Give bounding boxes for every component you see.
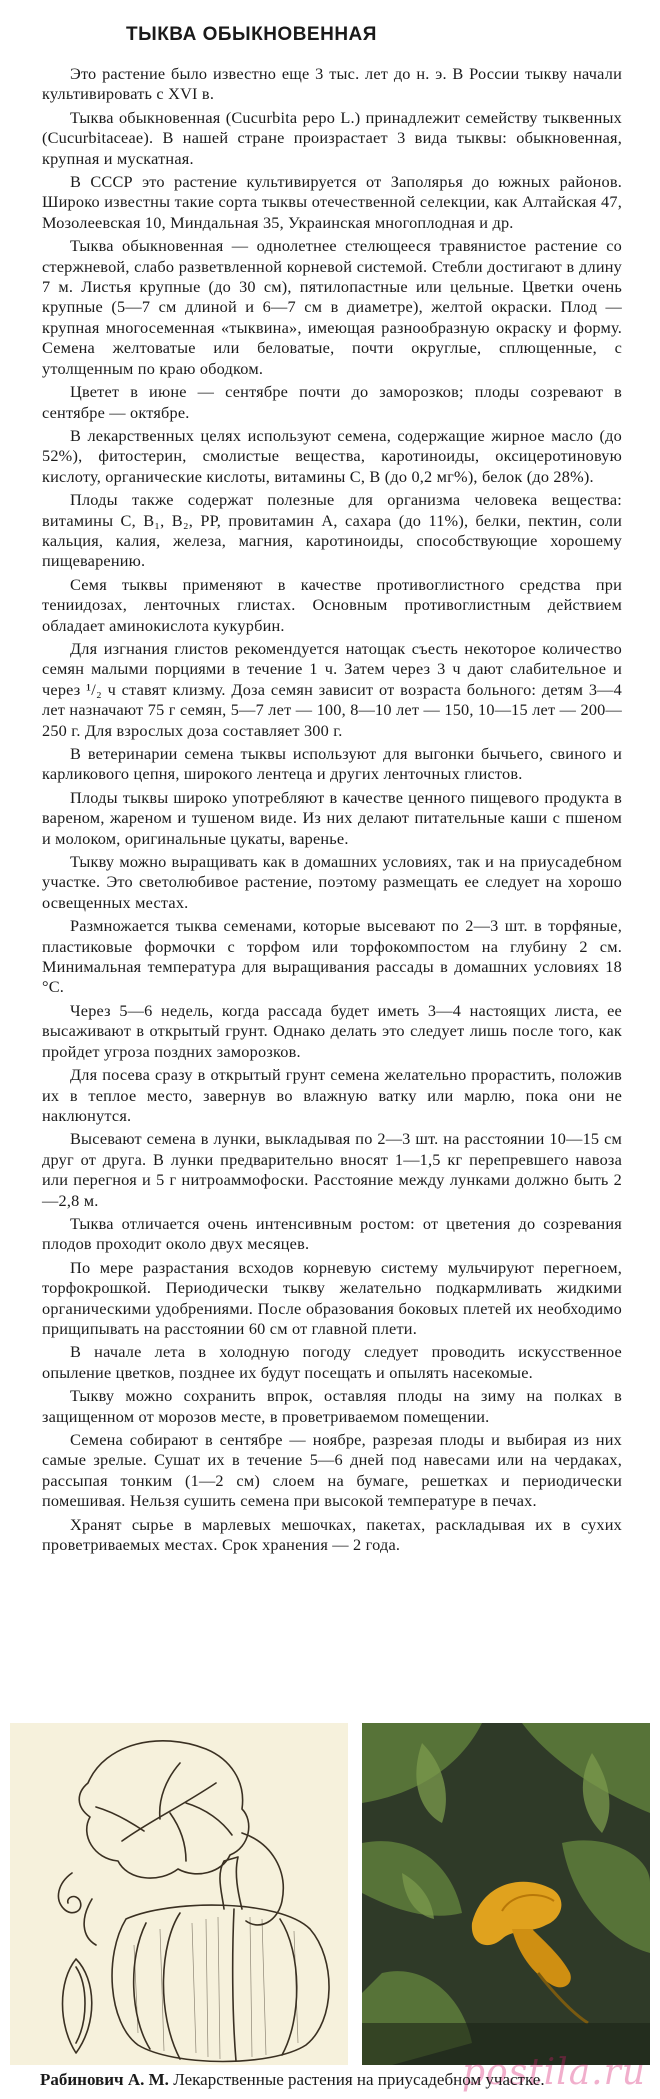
paragraph: По мере разрастания всходов корневую систему мульчируют перегноем, торфокрошкой. Периодически тыкву желательно подкармливать жидкими органическими удобрениями. После образования боковых плетей их необходимо прищипывать на расстоянии 60 см от главной плети. [42, 1257, 622, 1338]
paragraph: В начале лета в холодную погоду следует проводить искусственное опыление цветков, позднее их будут посещать и опылять насекомые. [42, 1342, 622, 1382]
paragraph: В лекарственных целях используют семена, содержащие жирное масло (до 52%), фитостерин, смолистые вещества, каротиноиды, оксицеротиновую кислоту, органические кислоты, витамины С, В (до 0,2 мг%), белок (до 28%). [42, 425, 622, 486]
paragraph: В ветеринарии семена тыквы используют для выгонки бычьего, свиного и карликового цепня, широкого лентеца и других ленточных глистов. [42, 744, 622, 784]
paragraph: Для посева сразу в открытый грунт семена желательно прорастить, положив их в теплое место, завернув во влажную ватку или марлю, пока они не наклюнутся. [42, 1065, 622, 1125]
paragraph: Тыква обыкновенная (Cucurbita pepo L.) принадлежит семейству тыквенных (Cucurbitaceae). В нашей стране произрастает 3 вида тыквы: обыкновенная, крупная и мускатная. [42, 107, 622, 168]
pumpkin-flower-photo [362, 1723, 650, 2065]
paragraph: Хранят сырье в марлевых мешочках, пакетах, раскладывая их в сухих проветриваемых местах. Срок хранения — 2 года. [42, 1514, 622, 1555]
paragraph: Цветет в июне — сентябре почти до заморозков; плоды созревают в сентябре — октябре. [42, 382, 622, 422]
paragraph: Через 5—6 недель, когда рассада будет иметь 3—4 настоящих листа, ее высаживают в открытый грунт. Однако делать это следует лишь после того, как пройдет угроза поздних заморозков. [42, 1000, 622, 1061]
caption-author: Рабинович А. М. [40, 2070, 169, 2089]
paragraph: Это растение было известно еще 3 тыс. лет до н. э. В России тыкву начали культивировать с XVI в. [42, 64, 622, 104]
paragraph: Плоды тыквы широко употребляют в качестве ценного пищевого продукта в вареном, жареном и тушеном виде. Из них делают питательные каши с пшеном и молоком, оригинальные цукаты, варенье. [42, 787, 622, 848]
paragraph: Тыква отличается очень интенсивным ростом: от цветения до созревания плодов проходит около двух месяцев. [42, 1213, 622, 1254]
paragraph: Тыква обыкновенная — однолетнее стелющееся травянистое растение со стержневой, слабо разветвленной корневой системой. Стебли достигают в длину 7 м. Листья крупные (до 30 см), пятилопастные или цельные. Цветки очень крупные (5—7 см длиной и 6—7 см в диаметре), желтой окраски. Плод — крупная многосеменная «тыквина», имеющая разнообразную окраску и форму. Семена желтоватые или беловатые, почти округлые, сплющенные, с утолщенным по краю ободком. [42, 236, 622, 378]
pumpkin-flower-photo-icon [362, 1723, 650, 2065]
paragraph: В СССР это растение культивируется от Заполярья до южных районов. Широко известны такие сорта тыквы отечественной селекции, как Алтайская 47, Мозолеевская 10, Миндальная 35, Украинская многоплодная и др. [42, 172, 622, 232]
pumpkin-drawing-icon [10, 1723, 348, 2065]
pumpkin-line-drawing-icon [10, 1723, 348, 2065]
paragraph: Плоды также содержат полезные для организма человека вещества: витамины С, В₁, В₂, РР, провитамин А, сахара (до 11%), белки, пектин, соли кальция, калия, железа, магния, каротиноиды, способствующие хорошему пищеварению. [42, 490, 622, 571]
illustrations [10, 1723, 650, 2065]
paragraph: Тыкву можно сохранить впрок, оставляя плоды на зиму на полках в защищенном от морозов месте, в проветриваемом помещении. [42, 1386, 622, 1426]
source-caption [40, 2070, 545, 2090]
paragraph: Семена собирают в сентябре — ноябре, разрезая плоды и выбирая из них самые зрелые. Сушат их в течение 5—6 дней под навесами или на чердаках, рассыпая тонким (1—2 см) слоем на бумаге, решетках и периодически помешивая. Нельзя сушить семена при высокой температуре в печах. [42, 1430, 622, 1511]
paragraph: Тыкву можно выращивать как в домашних условиях, так и на приусадебном участке. Это светолюбивое растение, поэтому размещать ее следует на хорошо освещенных местах. [42, 852, 622, 912]
paragraph: Семя тыквы применяют в качестве противоглистного средства при тениидозах, ленточных глистах. Основным противоглистным действием обладает аминокислота кукурбин. [42, 574, 622, 635]
article-title: ТЫКВА ОБЫКНОВЕННАЯ [126, 24, 377, 45]
watermark-text: postila.ru [462, 2052, 646, 2093]
paragraph: Для изгнания глистов рекомендуется натощак съесть некоторое количество семян малыми порциями в течение 1 ч. Затем через 3 ч дают слабительное и через ¹/₂ ч ставят клизму. Доза семян зависит от возраста больного: детям 3—4 лет назначают 75 г семян, 5—7 лет — 100, 8—10 лет — 150, 10—15 лет — 200—250 г. Для взрослых доза составляет 300 г. [42, 638, 622, 740]
caption-source: Лекарственные растения на приусадебном участке. [173, 2070, 545, 2089]
paragraph: Высевают семена в лунки, выкладывая по 2—3 шт. на расстоянии 10—15 см друг от друга. В лунки предварительно вносят 1—1,5 кг перепревшего навоза или перегноя и 5 г нитроаммофоски. Расстояние между лунками должно быть 2—2,8 м. [42, 1129, 622, 1210]
paragraph: Размножается тыква семенами, которые высевают по 2—3 шт. в торфяные, пластиковые формочки с торфом или торфокомпостом на глубину 2 см. Минимальная температура для выращивания рассады в домашних условиях 18 °С. [42, 916, 622, 997]
article-body [42, 64, 622, 1558]
